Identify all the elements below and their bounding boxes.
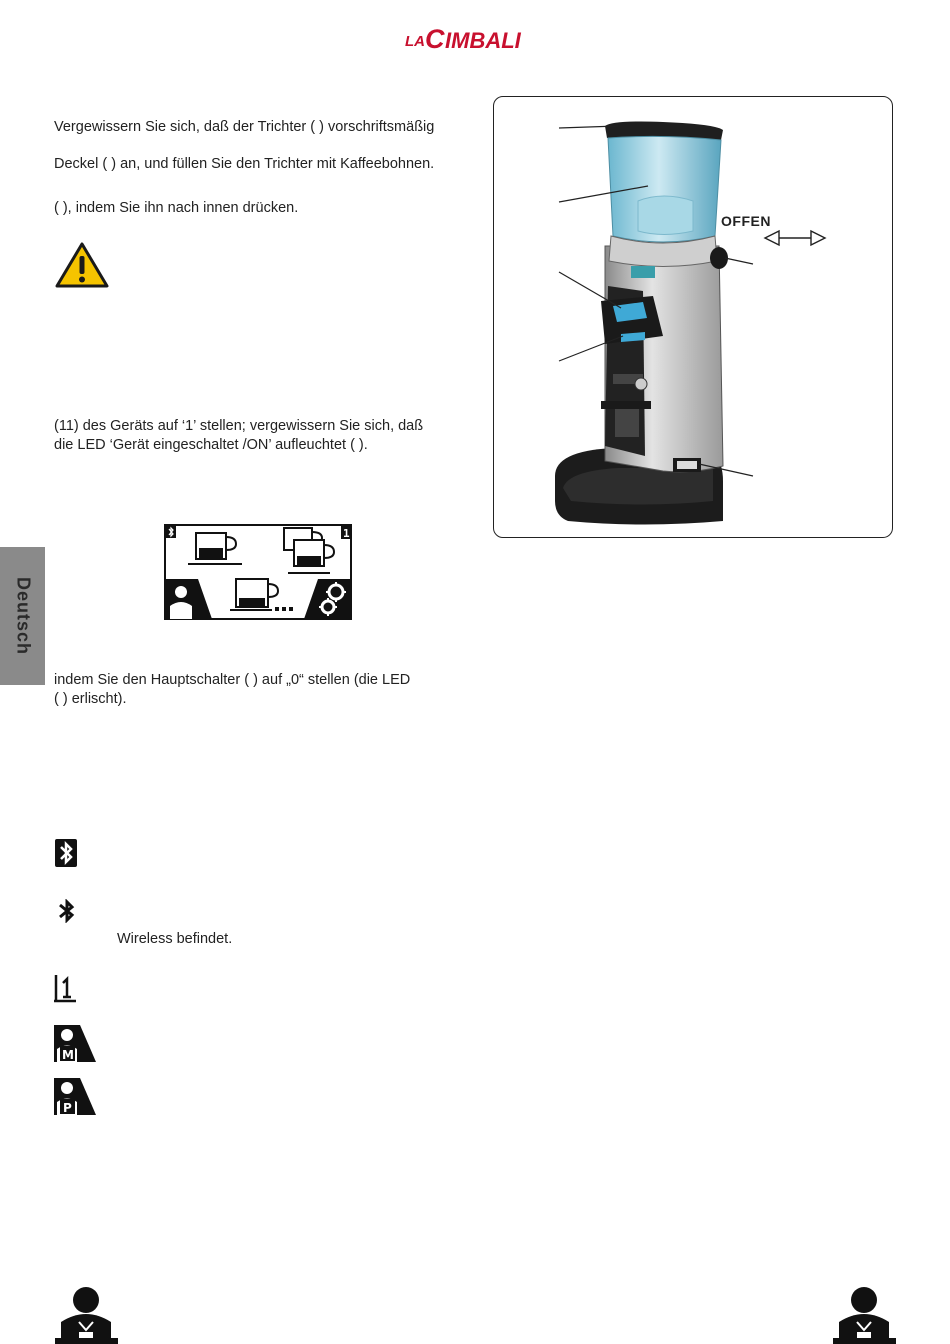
grinder-illustration [493, 96, 893, 538]
open-direction-label: OFFEN [721, 213, 771, 229]
language-tab-label: Deutsch [13, 576, 33, 656]
wireless-note: Wireless befindet. [117, 931, 233, 947]
paragraph-switch-on-1: (11) des Geräts auf ‘1’ stellen; vergewissern Sie sich, daß [54, 418, 424, 434]
warning-triangle-icon [54, 241, 110, 289]
counter-one-icon [54, 975, 76, 1003]
barista-icon-right [833, 1286, 896, 1344]
bluetooth-box-icon [54, 838, 78, 868]
brand-logo [405, 22, 547, 56]
svg-text:M: M [62, 1048, 74, 1062]
paragraph-switch-on-2: die LED ‘Gerät eingeschaltet /ON’ aufleuchtet ( ). [54, 437, 368, 453]
paragraph-push-inward: ( ), indem Sie ihn nach innen drücken. [54, 200, 299, 216]
grinder-display-screen [164, 524, 352, 620]
language-tab [0, 547, 45, 685]
paragraph-switch-off-1: indem Sie den Hauptschalter ( ) auf „0“ stellen (die LED [54, 672, 411, 688]
svg-text:LA: LA [405, 33, 425, 50]
user-p-icon [54, 1078, 96, 1115]
barista-icon [55, 1286, 118, 1344]
paragraph-lid-fill: Deckel ( ) an, und füllen Sie den Trichter mit Kaffeebohnen. [54, 156, 435, 172]
svg-text:P: P [63, 1101, 72, 1115]
svg-text:IMBALI: IMBALI [445, 28, 521, 53]
paragraph-hopper-check: Vergewissern Sie sich, daß der Trichter ( ) vorschriftsmäßig [54, 119, 435, 135]
user-m-icon [54, 1025, 96, 1062]
svg-text:C: C [425, 24, 444, 54]
bluetooth-icon [57, 899, 77, 923]
paragraph-switch-off-2: ( ) erlischt). [54, 691, 127, 707]
display-counter: 1 [343, 527, 350, 540]
